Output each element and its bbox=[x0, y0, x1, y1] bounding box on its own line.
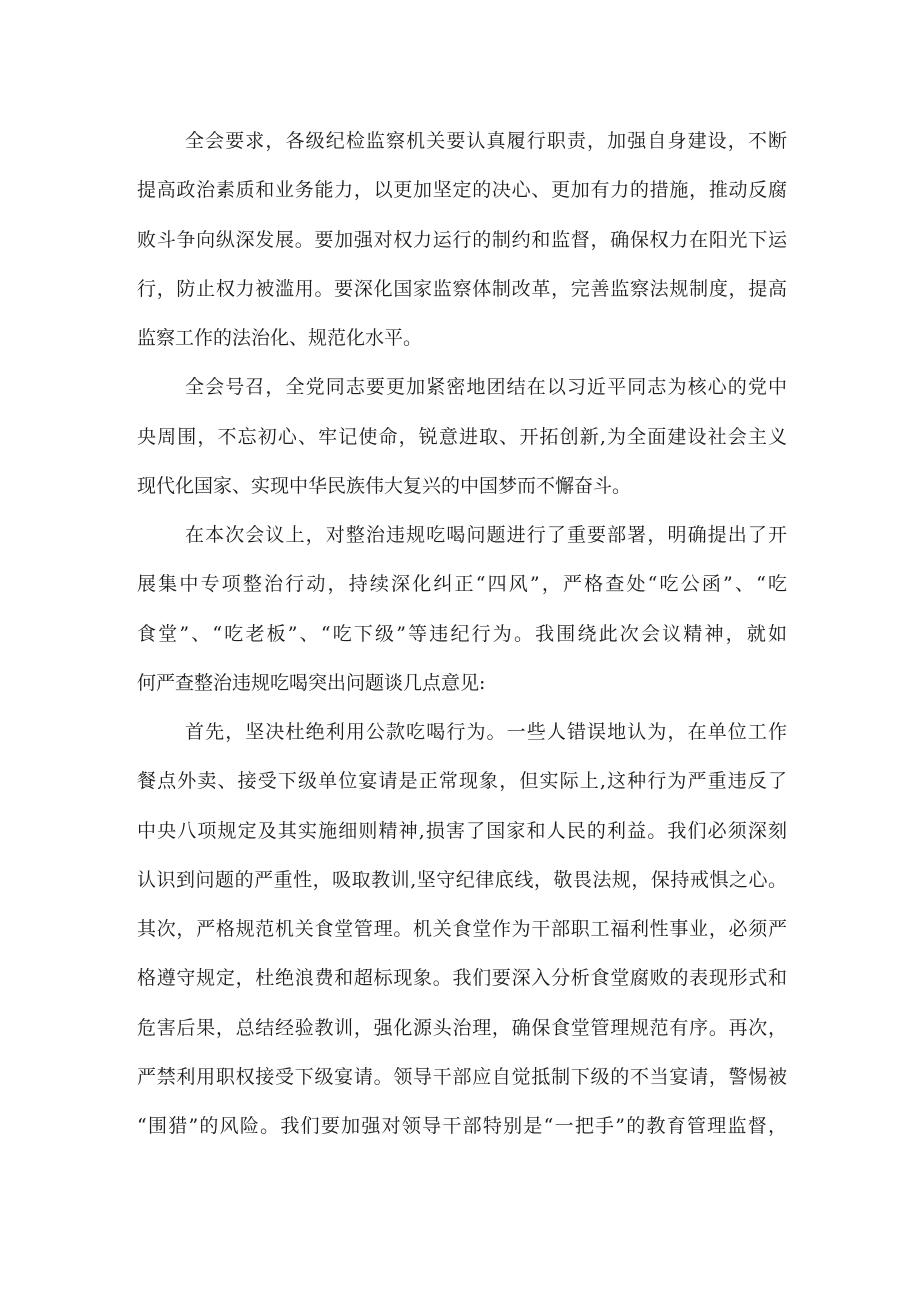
paragraph-line: 央周围，不忘初心、牢记使命，锐意进取、开拓创新,为全面建设社会主义 bbox=[137, 425, 787, 448]
paragraph-line: 提高政治素质和业务能力，以更加坚定的决心、更加有力的措施，推动反腐 bbox=[137, 179, 787, 202]
paragraph-line: 展集中专项整治行动，持续深化纠正“四风”，严格查处“吃公函”、“吃 bbox=[137, 573, 787, 596]
paragraph-line: 行，防止权力被滥用。要深化国家监察体制改革，完善监察法规制度，提高 bbox=[137, 277, 787, 300]
paragraph-line: 认识到问题的严重性，吸取教训,坚守纪律底线，敬畏法规，保持戒惧之心。 bbox=[137, 868, 787, 891]
paragraph-line: 全会号召，全党同志要更加紧密地团结在以习近平同志为核心的党中 bbox=[185, 376, 787, 399]
paragraph-line: 餐点外卖、接受下级单位宴请是正常现象，但实际上,这种行为严重违反了 bbox=[137, 770, 787, 793]
paragraph-line: 何严查整治违规吃喝突出问题谈几点意见: bbox=[137, 671, 486, 694]
paragraph-2 bbox=[137, 363, 787, 511]
paragraph-line: 格遵守规定，杜绝浪费和超标现象。我们要深入分析食堂腐败的表现形式和 bbox=[137, 967, 787, 990]
paragraph-line: 现代化国家、实现中华民族伟大复兴的中国梦而不懈奋斗。 bbox=[137, 474, 632, 497]
paragraph-line: 在本次会议上，对整治违规吃喝问题进行了重要部署，明确提出了开 bbox=[185, 524, 787, 546]
paragraph-line: 首先，坚决杜绝利用公款吃喝行为。一些人错误地认为，在单位工作 bbox=[185, 721, 787, 743]
paragraph-3 bbox=[137, 511, 787, 708]
paragraph-line: 严禁利用职权接受下级宴请。领导干部应自觉抵制下级的不当宴请，警惕被 bbox=[137, 1065, 787, 1088]
document-body bbox=[137, 117, 787, 1151]
paragraph-line: 败斗争向纵深发展。要加强对权力运行的制约和监督，确保权力在阳光下运 bbox=[137, 228, 787, 251]
paragraph-line: 食堂”、“吃老板”、“吃下级”等违纪行为。我围绕此次会议精神，就如 bbox=[137, 622, 787, 645]
paragraph-line: 监察工作的法治化、规范化水平。 bbox=[137, 327, 423, 349]
paragraph-line: 危害后果，总结经验教训，强化源头治理，确保食堂管理规范有序。再次， bbox=[137, 1016, 787, 1039]
paragraph-line: 其次，严格规范机关食堂管理。机关食堂作为干部职工福利性事业，必须严 bbox=[137, 918, 787, 940]
paragraph-1 bbox=[137, 117, 787, 363]
paragraph-line: 中央八项规定及其实施细则精神,损害了国家和人民的利益。我们必须深刻 bbox=[137, 819, 787, 842]
paragraph-4 bbox=[137, 708, 787, 1151]
paragraph-line: “围猎”的风险。我们要加强对领导干部特别是“一把手”的教育管理监督， bbox=[137, 1115, 787, 1137]
paragraph-line: 全会要求，各级纪检监察机关要认真履行职责，加强自身建设，不断 bbox=[185, 130, 787, 152]
